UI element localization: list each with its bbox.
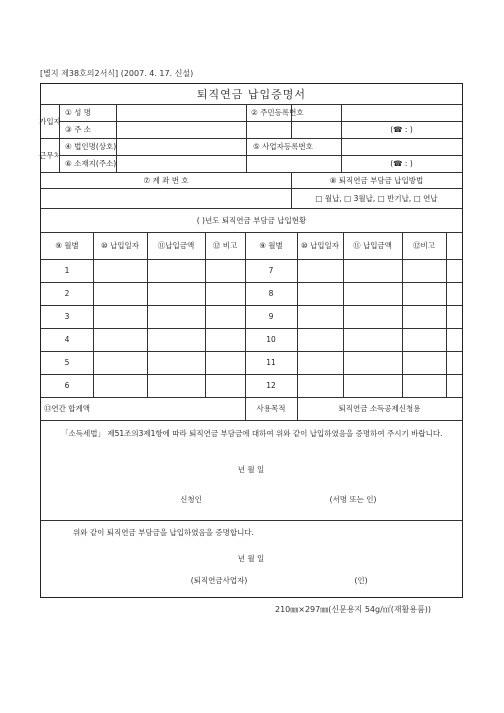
resident-number-label: ② 주민등록번호 (251, 108, 304, 117)
subscriber-section-label: 가입자 (39, 116, 61, 126)
month-cell: 12 (266, 381, 276, 390)
month-cell: 2 (64, 289, 70, 298)
subscriber-phone-field[interactable]: (☎ : ) (390, 125, 413, 134)
col-header-date-left: ⑩ 납입일자 (100, 241, 140, 250)
col-header-remarks-left: ⑫ 비고 (212, 241, 238, 250)
certificate-form (40, 83, 463, 598)
month-cell: 11 (266, 358, 276, 367)
month-cell: 8 (268, 289, 274, 298)
payment-method-label: ⑧ 퇴직연금 부담금 납입방법 (329, 175, 424, 185)
form-reference: [별지 제38호의2서식] (2007. 4. 17. 신설) (40, 69, 194, 78)
document-title: 퇴직연금 납입증명서 (196, 88, 307, 101)
month-cell: 6 (64, 381, 70, 390)
annual-total-field[interactable] (93, 397, 245, 420)
certification-statement: 위와 같이 퇴직연금 부담금을 납입하였음을 증명합니다. (73, 527, 254, 537)
paper-spec-footer: 210㎜×297㎜(신문용지 54g/㎡(재활용품)) (275, 605, 432, 614)
provider-seal[interactable]: (인) (354, 575, 368, 585)
payment-status-title: ( )년도 퇴직연금 부담금 납입현황 (196, 215, 307, 225)
account-number-label: ⑦ 계 좌 번 호 (143, 175, 189, 185)
company-name-field[interactable] (116, 138, 246, 155)
col-header-amount-right: ⑪ 납입금액 (353, 241, 392, 250)
address-field[interactable] (116, 121, 341, 138)
location-field[interactable] (116, 155, 341, 172)
location-label: ⑥ 소재지(주소) (65, 159, 117, 168)
applicant-signature[interactable]: (서명 또는 인) (329, 494, 377, 504)
business-number-label: ⑤ 사업자등록번호 (253, 142, 313, 151)
annual-total-label: ⑬연간 합계액 (43, 404, 91, 413)
name-label: ① 성 명 (65, 108, 91, 117)
month-cell: 3 (64, 312, 70, 321)
request-date-line: 년 월 일 (237, 464, 265, 474)
month-cell: 1 (64, 266, 70, 275)
workplace-section-label: 근무처 (39, 150, 61, 160)
pension-provider-label: (퇴직연금사업자) (190, 575, 248, 585)
purpose-label: 사용목적 (256, 404, 286, 413)
name-field[interactable] (116, 104, 246, 121)
col-header-date-right: ⑩ 납입일자 (300, 241, 340, 250)
month-cell: 10 (266, 335, 276, 344)
certification-date-line: 년 월 일 (237, 553, 265, 563)
payment-method-options[interactable]: □ 월납, □ 3월납, □ 반기납, □ 연납 (315, 193, 438, 203)
company-name-label: ④ 법인명(상호) (65, 142, 117, 151)
month-cell: 4 (64, 335, 70, 344)
col-header-month-right: ⑨ 월별 (259, 241, 283, 250)
col-header-month-left: ⑨ 월별 (55, 241, 79, 250)
request-statement: 「소득세법」 제51조의3제1항에 따라 퇴직연금 부담금에 대하여 위와 같이 납입하였음을 증명하여 주시기 바랍니다. (61, 429, 443, 438)
address-label: ③ 주 소 (65, 125, 91, 134)
month-cell: 5 (64, 358, 70, 367)
business-number-field[interactable] (341, 138, 462, 155)
col-header-remarks-right: ⑫비고 (413, 241, 435, 250)
col-header-amount-left: ⑪납입금액 (157, 241, 195, 250)
workplace-phone-field[interactable]: (☎ : ) (390, 159, 413, 168)
applicant-label: 신청인 (180, 494, 202, 504)
purpose-value: 퇴직연금 소득공제신청용 (338, 404, 421, 413)
month-cell: 7 (268, 266, 274, 275)
account-number-field[interactable] (41, 188, 291, 208)
resident-number-field[interactable] (341, 104, 462, 121)
month-cell: 9 (268, 312, 274, 321)
